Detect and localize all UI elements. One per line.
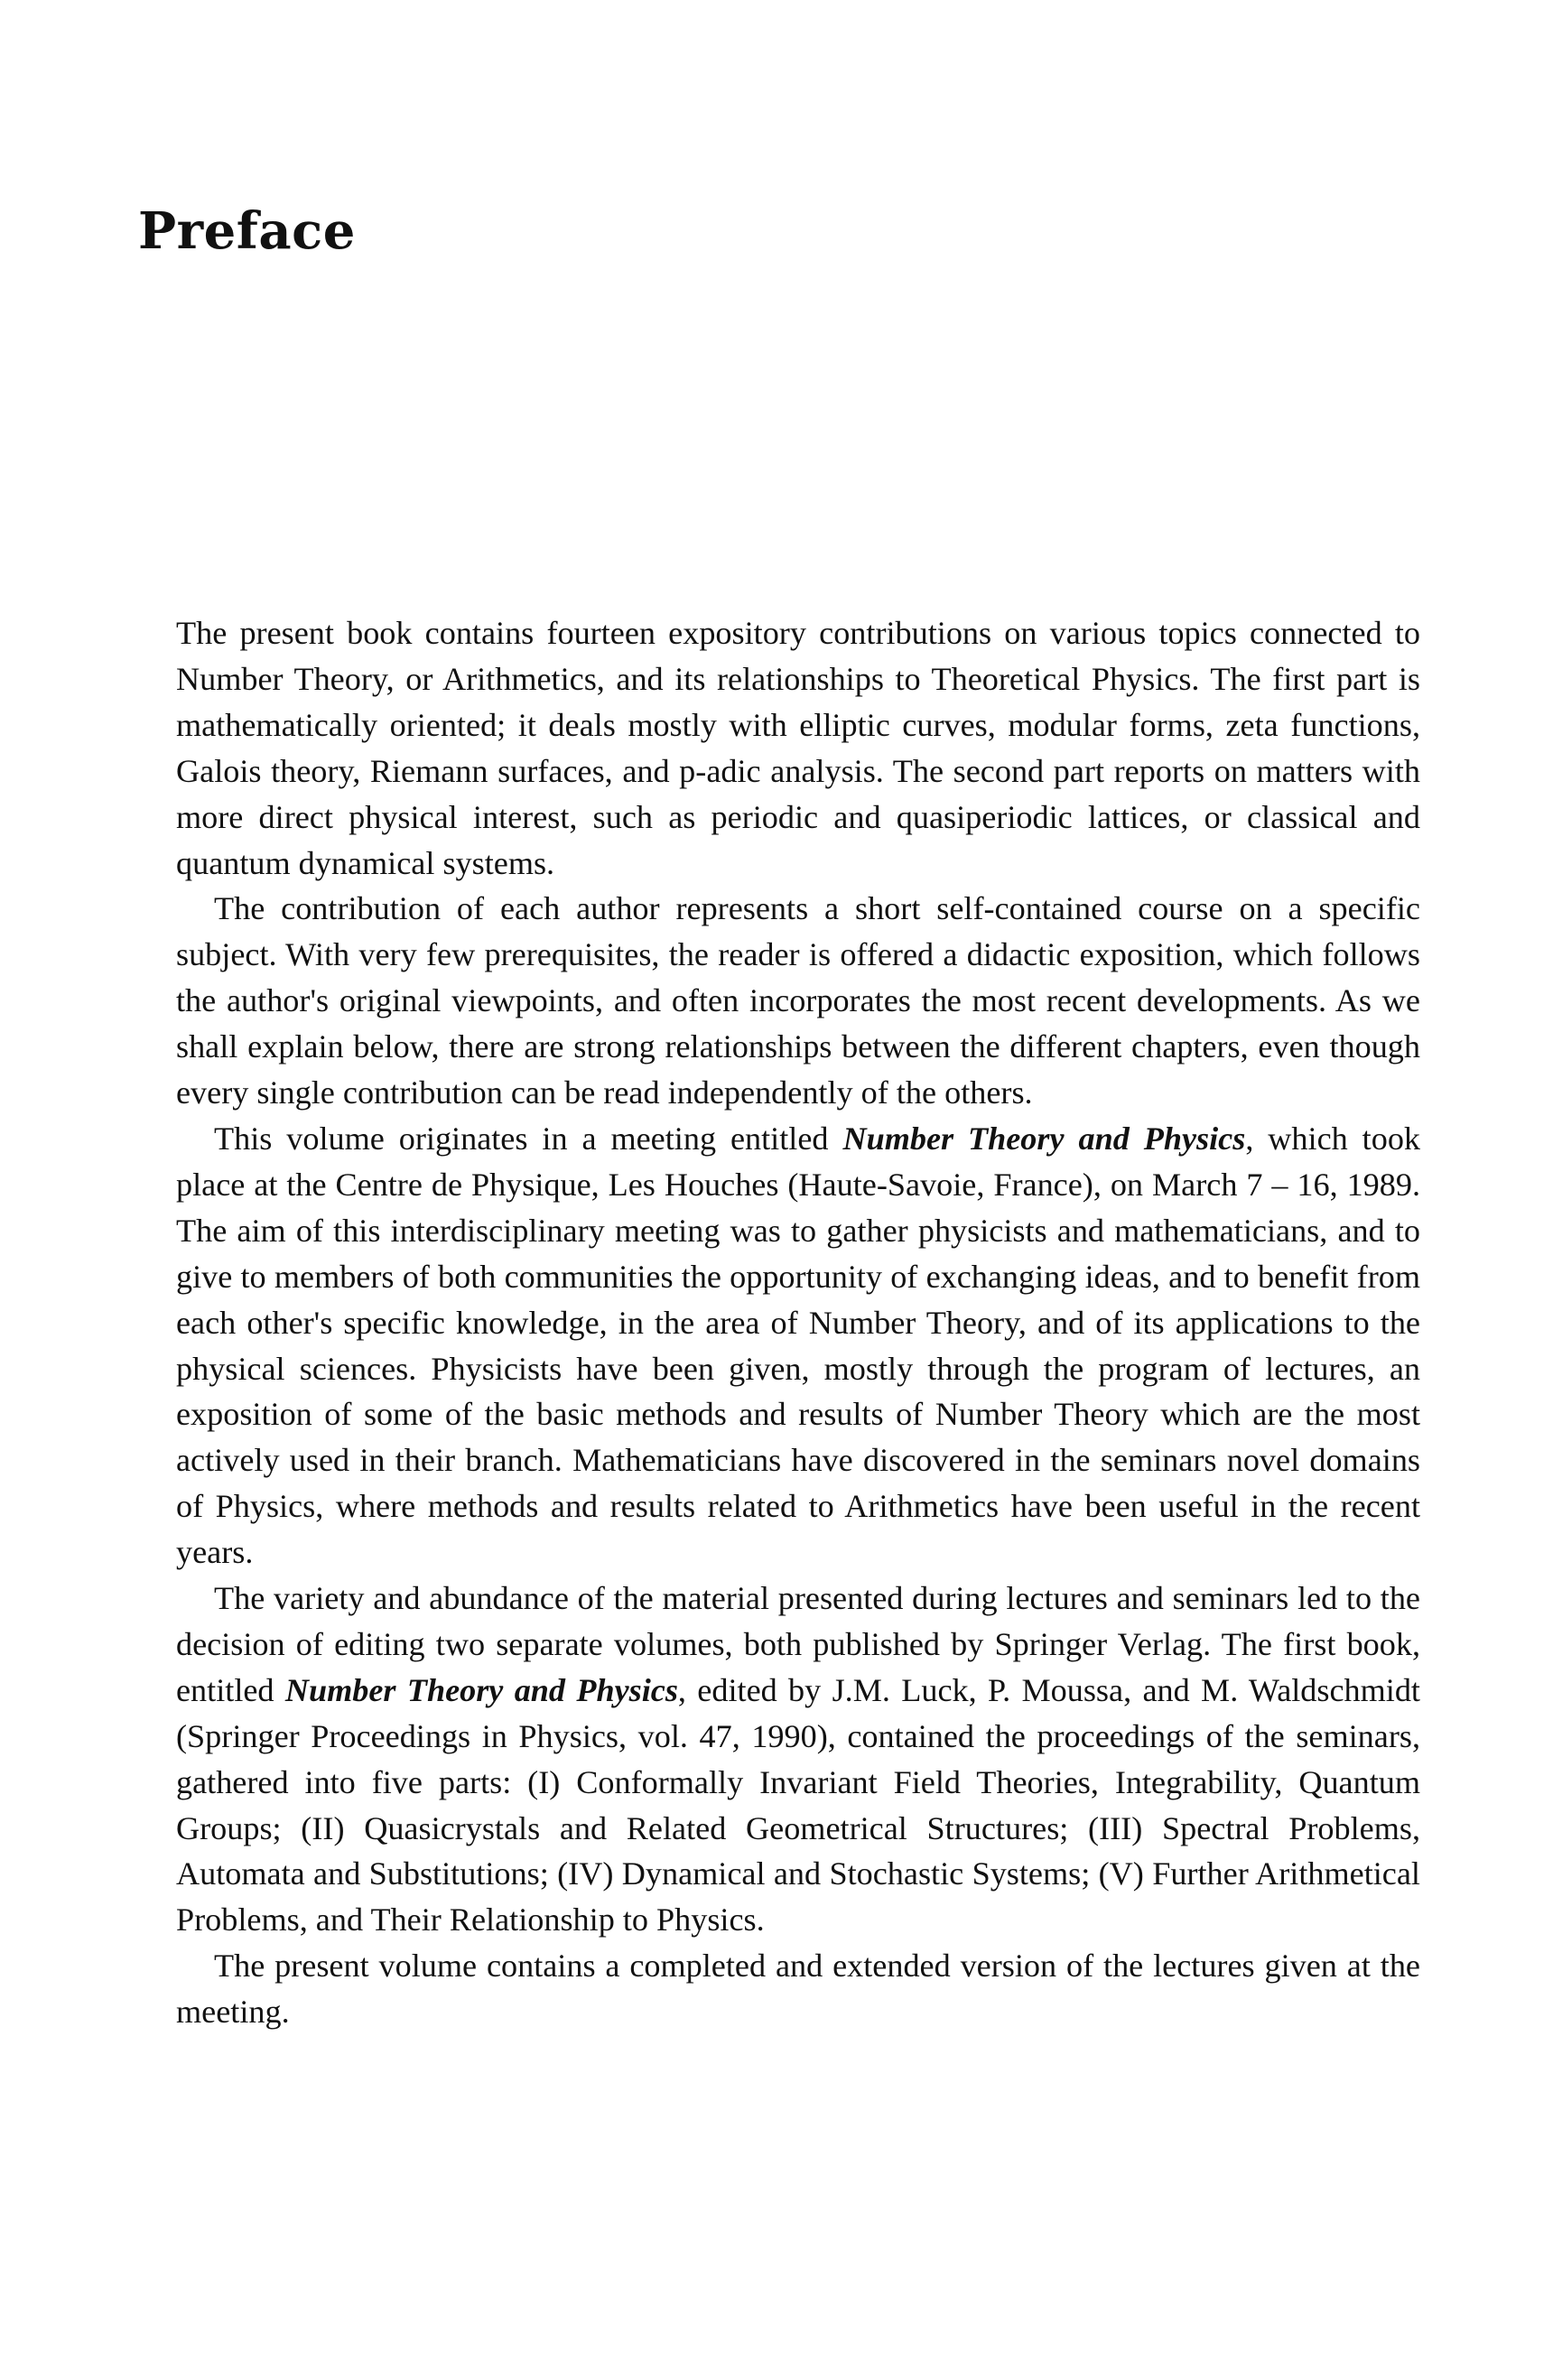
paragraph-3-text-after: , which took place at the Centre de Physique, Les Houches (Haute-Savoie, France), on March 7 – 16, 1989. The aim of this interdisciplinary meeting was to gather physicists and mathematicians, and to give to members of both communities the opportunity of exchanging ideas, and to benefit from each other's specific knowledge, in the area of Number Theory, and of its applications to the physical sciences. Physicists have been given, mostly through the program of lectures, an exposition of some of the basic methods and results of Number Theory which are the most actively used in their branch. Mathematicians have discovered in the seminars novel domains of Physics, where methods and results related to Arithmetics have been useful in the recent years. (176, 1120, 1421, 1571)
paragraph-5: The present volume contains a completed and extended version of the lectures given at the meeting. (176, 1948, 1420, 2031)
paragraph-3-book-title: Number Theory and Physics (842, 1120, 1246, 1157)
paragraph-2: The contribution of each author represents a short self-contained course on a specific subject. With very few prerequisites, the reader is offered a didactic exposition, which follows the author's original viewpoints, and often incorporates the most recent developments. As we shall explain below, there are strong relationships between the different chapters, even though every single contribution can be read independently of the others. (176, 890, 1420, 1111)
preface-body (176, 610, 1420, 2035)
paragraph-1: The present book contains fourteen expository contributions on various topics connected to Number Theory, or Arithmetics, and its relationships to Theoretical Physics. The first part is mathematically oriented; it deals mostly with elliptic curves, modular forms, zeta functions, Galois theory, Riemann surfaces, and p-adic analysis. The second part reports on matters with more direct physical interest, such as periodic and quasiperiodic lattices, or classical and quantum dynamical systems. (176, 615, 1420, 881)
paragraph-4-text-before: The variety and abundance of the material presented during lectures and seminars led to the decision of editing two separate volumes, both published by Springer Verlag. The first book, entitled (176, 1580, 1420, 1708)
paragraph-4-text-after: , edited by J.M. Luck, P. Moussa, and M. Waldschmidt (Springer Proceedings in Physics, vol. 47, 1990), contained the proceedings of the seminars, gathered into five parts: (I) Conformally Invariant Field Theories, Integrability, Quantum Groups; (II) Quasicrystals and Related Geometrical Structures; (III) Spectral Problems, Automata and Substitutions; (IV) Dynamical and Stochastic Systems; (V) Further Arithmetical Problems, and Their Relationship to Physics. (176, 1671, 1420, 1938)
page-title: Preface (138, 201, 356, 261)
paragraph-4 (176, 1576, 1420, 1943)
paragraph-3-text-before: This volume originates in a meeting entitled (214, 1120, 843, 1157)
paragraph-3 (176, 1116, 1420, 1576)
paragraph-4-book-title: Number Theory and Physics (284, 1671, 678, 1708)
